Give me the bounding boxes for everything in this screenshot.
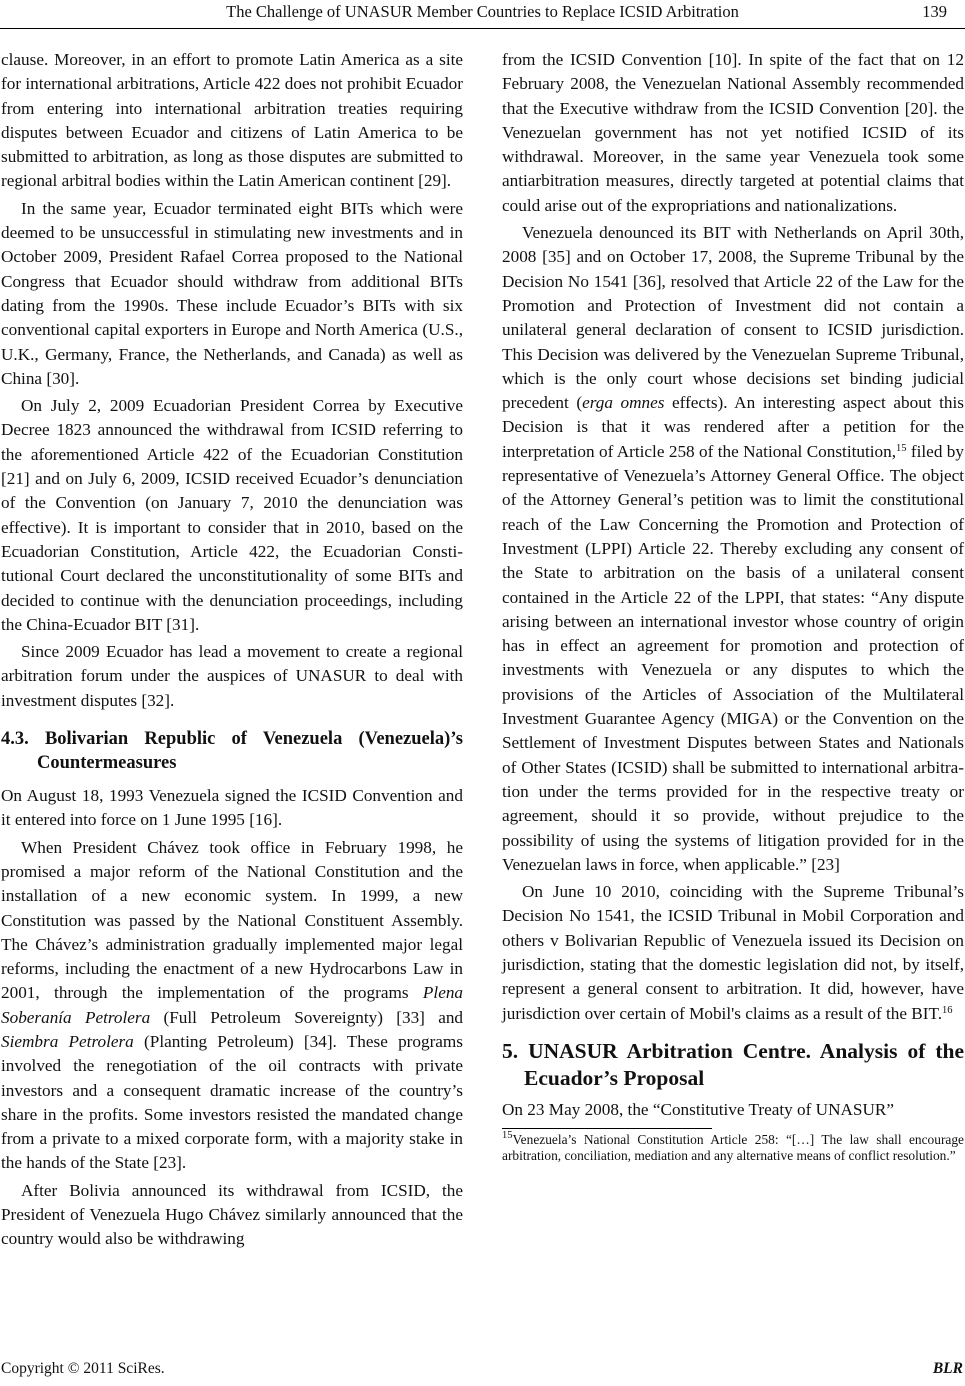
running-header (0, 0, 965, 29)
footnote-divider (502, 1128, 712, 1129)
right-paragraph-3 (502, 880, 964, 1026)
p2-italic-erga-omnes: erga omnes (582, 393, 665, 413)
left-paragraph-7: After Bolivia announced its withdrawal from ICSID, the President of Venezuela Hugo Chávez similarly announced that the country would also be withdrawing (1, 1180, 463, 1249)
journal-abbreviation: BLR (932, 1360, 963, 1377)
left-column (1, 48, 463, 1310)
p3-text: On June 10 2010, coinciding with the Supreme Tribunal’s Decision No 1541, the ICSID Tribunal in Mobil Corporation and others v Bolivarian Republic of Venezuela issued its Decision on jurisdiction, stating that the domestic legislation did not, by itself, represent a general consent to arbitration. It did, however, have jurisdiction over certain of Mobil's claims as a result of the BIT. (502, 882, 964, 1023)
footnote-mark: 15 (502, 1130, 513, 1142)
p6-text-mid: (Full Petroleum Sovereignty) [33] and (163, 1007, 464, 1027)
left-paragraph-1: clause. Moreover, in an effort to promote Latin America as a site for international arbitrations, Article 422 does not prohibit Ecuador from entering into international arbitration treaties requiring disputes between Ecuador and citizens of Latin America to be submitted to arbitration, as long as those disputes are submitted to regional arbitral bodies within the Latin American continent [29]. (1, 50, 463, 191)
section-heading-5: 5. UNASUR Arbitration Centre. Analysis of the Ecuador’s Proposal (502, 1038, 964, 1090)
right-column (502, 48, 964, 1310)
left-paragraph-6 (1, 836, 463, 1176)
p6-text-end: (Planting Petroleum) [34]. These programs involved the renegotiation of the oil contracts with private investors and a consequent dramatic increase of the country’s share in the profits. Some investors resisted the mandated change from a private to a mixed corporate form, with a majority stake in the hands of the State [23]. (1, 1031, 463, 1173)
p2-text-mid: effects). An interesting aspect about this Decision is that it was rendered after a petition for the interpretation of Article 258 of the National Constitution, (502, 393, 964, 461)
right-paragraph-1: from the ICSID Convention [10]. In spite of the fact that on 12 February 2008, the Venezuelan National Assembly recommended that the Executive withdraw from the ICSID Convention [20]. the Venezuelan government has not yet notified ICSID of its withdrawal. Moreover, in the same year Venezuela took some antiarbitration measures, directly targeted at potential claims that could arise out of the expropriations and nationalizations. (502, 50, 964, 215)
p6-italic-plena: Plena Soberanía Petrolera (1, 983, 464, 1027)
p2-text-start: Venezuela denounced its BIT with Netherlands on April 30th, 2008 [35] and on October 17, 2008, the Supreme Tribunal by the Decision No 1541 [36], resolved that Article 22 of the Law for the Promotion and Protection of Investment did not contain a unilateral general declaration of consent to ICSID jurisdiction. This Decision was delivered by the Venezuelan Supreme Tribunal, which is the only court whose decisions set binding judicial precedent ( (502, 223, 964, 413)
p6-text-start: When President Chávez took office in February 1998, he promised a major reform of the National Constitution and the installation of a new economic system. In 1999, a new Constitution was passed by the National Constituent Assembly. The Chávez’s administration gradually implemented major legal reforms, including the enactment of a new Hydrocarbons Law in 2001, through the implementation of the programs (1, 837, 463, 1003)
footnote-ref-15[interactable]: 15 (896, 442, 907, 454)
p6-italic-siembra: Siembra Petrolera (1, 1031, 134, 1051)
page-number: 139 (922, 2, 947, 21)
footnote-ref-16[interactable]: 16 (942, 1004, 953, 1016)
left-paragraph-5: On August 18, 1993 Venezuela signed the ICSID Convention and it entered into force on 1 June 1995 [16]. (1, 786, 463, 830)
running-title: The Challenge of UNASUR Member Countries to Replace ICSID Arbitration (226, 2, 739, 21)
left-paragraph-4: Since 2009 Ecuador has lead a movement to create a regional arbitration forum under the auspices of UNASUR to deal with investment disputes [32]. (1, 642, 463, 710)
right-paragraph-4: On 23 May 2008, the “Constitutive Treaty of UNASUR” (502, 1099, 894, 1119)
right-paragraph-2 (502, 221, 964, 877)
footnote-text: Venezuela’s National Constitution Article 258: “[…] The law shall encourage arbitration, conciliation, mediation and any alternative means of conflict resolution.” (502, 1132, 964, 1164)
page-footer (0, 1350, 965, 1380)
left-paragraph-2: In the same year, Ecuador terminated eight BITs which were deemed to be unsuccessful in stimulating new investments and in October 2009, President Rafael Correa proposed to the National Congress that Ecuador should withdraw from additional BITs dating from the 1990s. These include Ecuador’s BITs with six conventional capital exporters in Europe and North America (U.S., U.K., Germany, France, the Netherlands, and Canada) as well as China [30]. (1, 198, 463, 388)
left-paragraph-3: On July 2, 2009 Ecuadorian President Correa by Executive Decree 1823 announced the withdrawal from ICSID referring to the aforementioned Article 422 of the Ecuadorian Constitution [21] and on July 6, 2009, ICSID received Ecuador’s denunciation of the Convention (on January 7, 2010 the denunciation was effective). It is important to consider that in 2010, based on the Ecuadorian Constitution, Article 422, the Ecuadorian Constitutional Court declared the unconstitutionality of some BITs and decided to continue with the denunciation proceedings, including the China-Ecuador BIT [31]. (1, 396, 463, 634)
footnote-15 (502, 1132, 964, 1164)
copyright-notice: Copyright © 2011 SciRes. (1, 1360, 165, 1377)
p2-text-end: filed by representative of Venezuela’s Attorney General Office. The object of the Attorney General’s petition was to limit the constitutional reach of the Law Concerning the Promotion and Protection of Investment (LPPI) Article 22. Thereby excluding any consent of the State to arbitration on the basis of a unilateral consent contained in the Article 22 of the LPPI, that states: “Any dispute arising between an international investor whose country of origin has in effect an agreement for promotion and protection of investments with Venezuela or any disputes to which the provisions of the Articles of Association of the Multilateral Investment Guarantee Agency (MIGA) or the Convention on the Settlement of Investment Disputes between States and Nationals of Other States (ICSID) shall be submitted to international arbitration under the terms provided for in the respective treaty or agreement, should it so provide, without prejudice to the possibility of using the systems of litigation provided for in the Venezuelan laws in force, when applicable.” [23] (502, 441, 964, 874)
section-heading-4-3: 4.3. Bolivarian Republic of Venezuela (Venezuela)’s Countermeasures (1, 729, 463, 774)
